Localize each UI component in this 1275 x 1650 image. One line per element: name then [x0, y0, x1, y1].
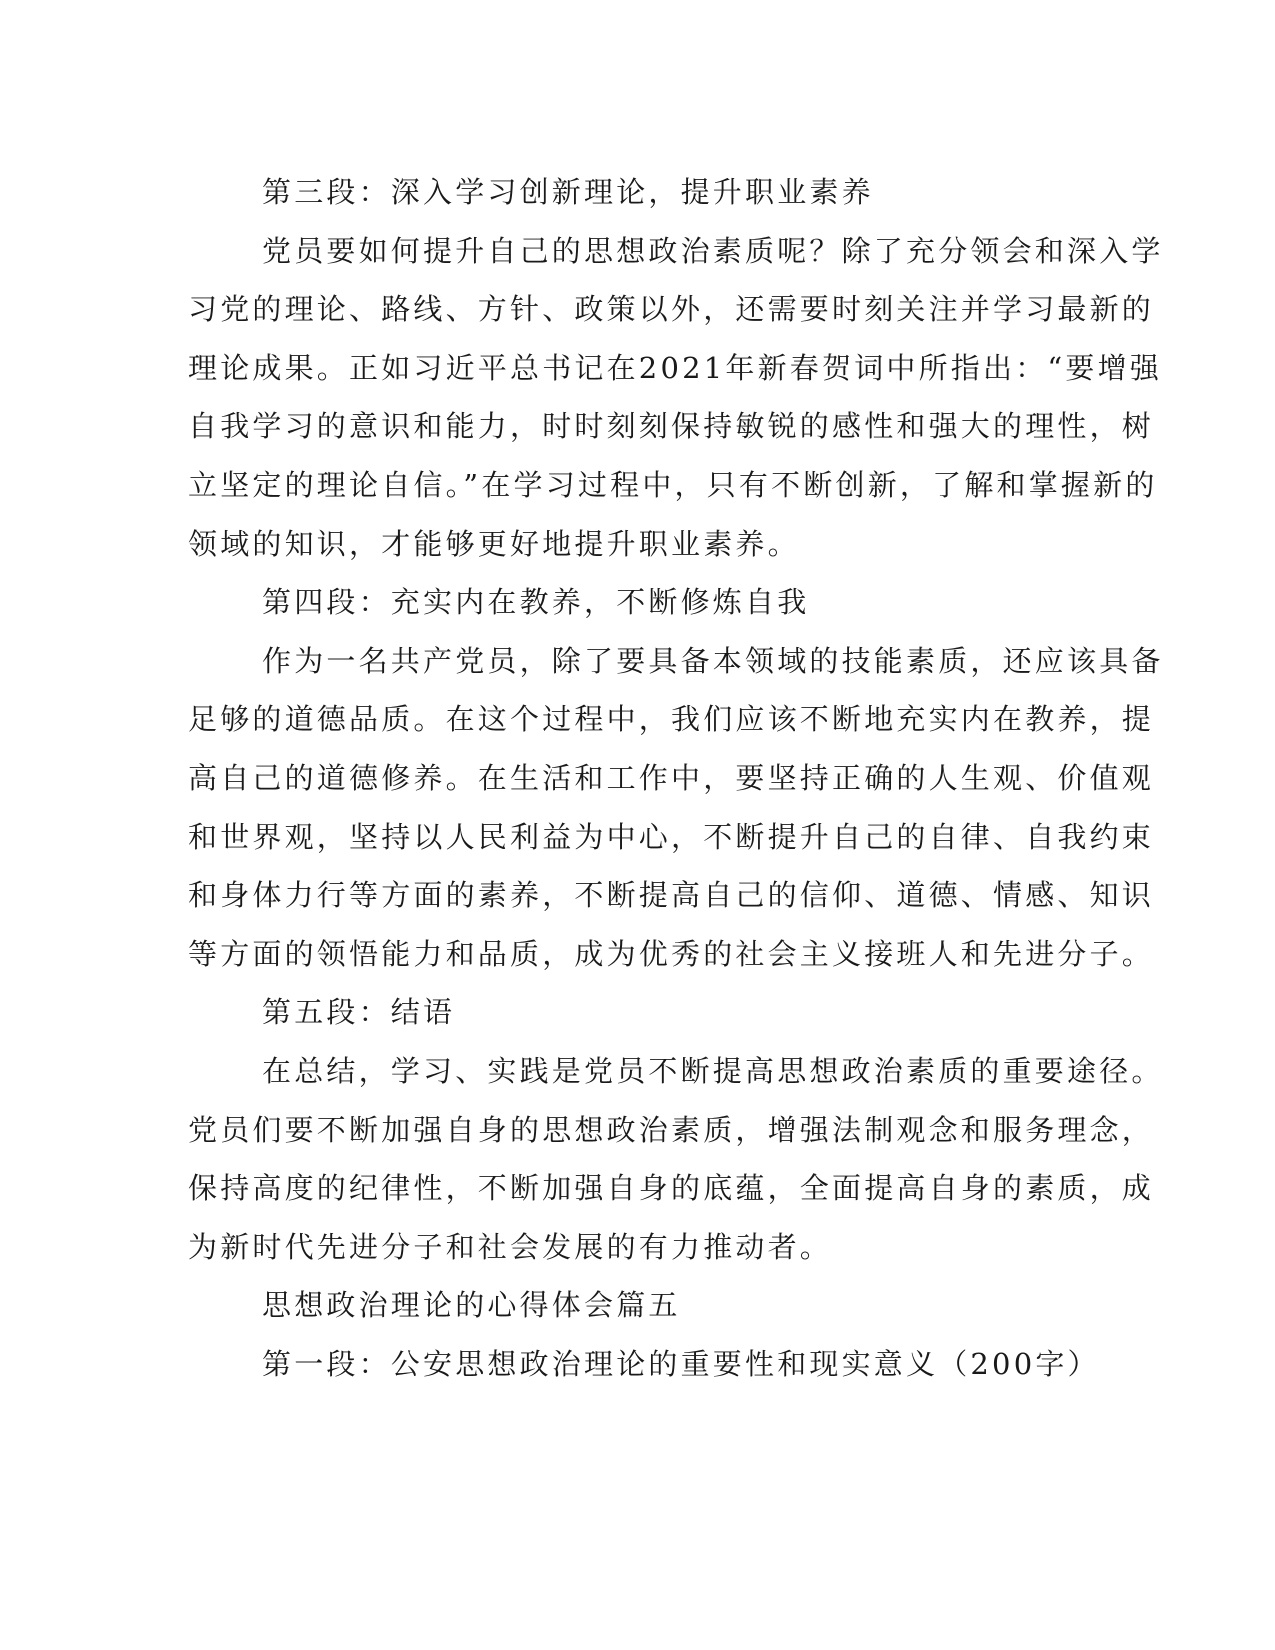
paragraph-line: 领域的知识，才能够更好地提升职业素养。: [188, 526, 800, 561]
paragraph-line: 和身体力行等方面的素养，不断提高自己的信仰、道德、情感、知识: [188, 878, 1155, 913]
paragraph-line: 在总结，学习、实践是党员不断提高思想政治素质的重要途径。: [262, 1053, 1164, 1088]
paragraph-line: 理论成果。正如习近平总书记在2021年新春贺词中所指出：“要增强: [188, 350, 1163, 385]
section-heading-1: 第一段：公安思想政治理论的重要性和现实意义（200字）: [262, 1346, 1100, 1381]
paragraph-line: 党员们要不断加强自身的思想政治素质，增强法制观念和服务理念，: [188, 1112, 1155, 1147]
section-heading-4: 第四段：充实内在教养，不断修炼自我: [262, 585, 810, 620]
paragraph-line: 习党的理论、路线、方针、政策以外，还需要时刻关注并学习最新的: [188, 292, 1155, 327]
document-body: [188, 163, 1164, 1393]
paragraph-line: 为新时代先进分子和社会发展的有力推动者。: [188, 1229, 833, 1264]
paragraph-line: 足够的道德品质。在这个过程中，我们应该不断地充实内在教养，提: [188, 702, 1155, 737]
paragraph-line: 立坚定的理论自信。”在学习过程中，只有不断创新，了解和掌握新的: [188, 467, 1158, 502]
paragraph-line: 和世界观，坚持以人民利益为中心，不断提升自己的自律、自我约束: [188, 819, 1155, 854]
article-title: 思想政治理论的心得体会篇五: [262, 1288, 681, 1323]
paragraph-line: 高自己的道德修养。在生活和工作中，要坚持正确的人生观、价值观: [188, 760, 1155, 795]
paragraph-line: 作为一名共产党员，除了要具备本领域的技能素质，还应该具备: [262, 643, 1164, 678]
paragraph-line: 自我学习的意识和能力，时时刻刻保持敏锐的感性和强大的理性，树: [188, 409, 1155, 444]
paragraph-line: 保持高度的纪律性，不断加强自身的底蕴，全面提高自身的素质，成: [188, 1171, 1155, 1206]
paragraph-line: 党员要如何提升自己的思想政治素质呢？除了充分领会和深入学: [262, 233, 1164, 268]
section-heading-3: 第三段：深入学习创新理论，提升职业素养: [262, 175, 874, 209]
paragraph-line: 等方面的领悟能力和品质，成为优秀的社会主义接班人和先进分子。: [188, 936, 1155, 971]
section-heading-5: 第五段：结语: [262, 995, 456, 1030]
